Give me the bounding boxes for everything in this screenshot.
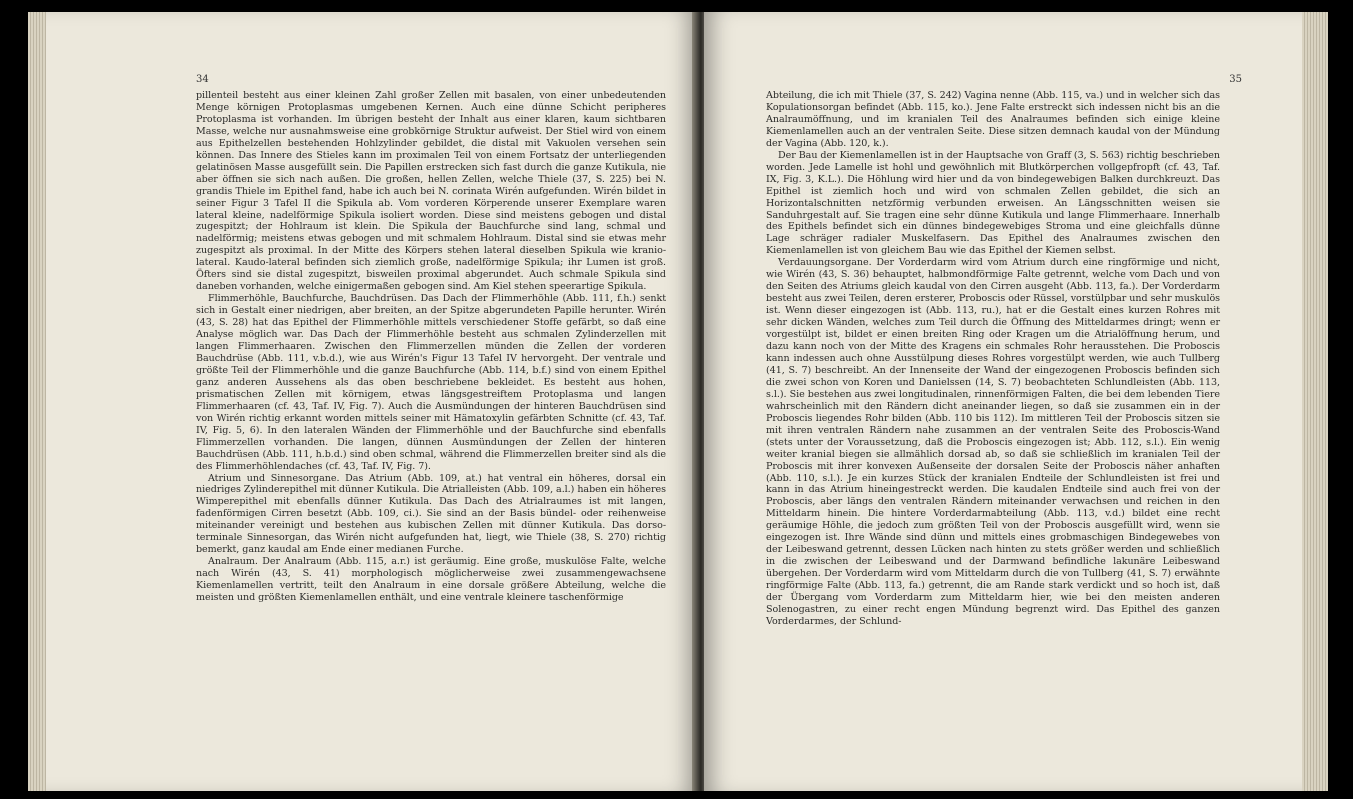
right-page-number: 35 [1229,74,1242,85]
paragraph: Atrium und Sinnesorgane. Das Atrium (Abb. 109, at.) hat ventral ein höheres, dorsal ein niedriges Zylinderepithel mit dünner Kutikula. Die Atrialleisten (Abb. 109, a.l.) haben ein höheres Wimperepithel mit ebenfalls dünner Kutikula. Das Dach des Atrialraumes ist mit langen, fadenförmigen Cirren besetzt (Abb. 109, ci.). Sie sind an der Basis bündel- oder reihenweise miteinander vereinigt und bestehen aus kubischen Zellen mit dünner Kutikula. Das dorso-terminale Sinnesorgan, das Wirén nicht aufgefunden hat, liegt, wie Thiele (38, S. 270) richtig bemerkt, ganz kaudal am Ende einer medianen Furche. [196,472,666,556]
paragraph: pillenteil besteht aus einer kleinen Zahl großer Zellen mit basalen, von einer unbedeutenden Menge körnigen Protoplasmas umgebenen Kernen. Auch eine dünne Schicht peripheres Protoplasma ist vorhanden. Im übrigen besteht der Inhalt aus einer klaren, kaum sichtbaren Masse, welche nur ausnahmsweise eine grobkörnige Struktur aufweist. Der Stiel wird von einem aus Epithelzellen bestehenden Hohlzylinder gebildet, die distal mit Vakuolen versehen sein können. Das Innere des Stieles kann im proximalen Teil von einem Fortsatz der unterliegenden gelatinösen Masse ausgefüllt sein. Die Papillen erstrecken sich fast durch die ganze Kutikula, nie aber öffnen sie sich nach außen. Die großen, hellen Zellen, welche Thiele (37, S. 225) bei N. grandis Thiele im Epithel fand, habe ich auch bei N. corinata Wirén aufgefunden. Wirén bildet in seiner Figur 3 Tafel II die Spikula ab. Vom vorderen Körperende unserer Exemplare waren lateral kleine, nadelförmige Spikula isoliert worden. Diese sind meistens gebogen und distal zugespitzt; der Hohlraum ist klein. Die Spikula der Bauchfurche sind lang, schmal und nadelförmig; meistens etwas gebogen und mit schmalem Hohlraum. Distal sind sie etwas mehr zugespitzt als proximal. In der Mitte des Körpers stehen lateral dieselben Spikula wie kranio-lateral. Kaudo-lateral befinden sich ziemlich große, nadelförmige Spikula; ihr Lumen ist groß. Öfters sind sie distal zugespitzt, bisweilen proximal abgerundet. Auch schmale Spikula sind daneben vorhanden, welche einigermaßen gebogen sind. Am Kiel stehen speerartige Spikula. [196,90,666,293]
left-page [46,12,696,791]
paragraph: Der Bau der Kiemenlamellen ist in der Hauptsache von Graff (3, S. 563) richtig beschrieben worden. Jede Lamelle ist hohl und gewöhnlich mit Blutkörperchen vollgepfropft (cf. 43, Taf. IX, Fig. 3, K.L.). Die Höhlung wird hier und da von bindegewebigen Balken durchkreuzt. Das Epithel ist ziemlich hoch und wird von schmalen Zellen gebildet, die sich an Horizontalschnitten netzförmig verbunden erweisen. An Längsschnitten weisen sie Sanduhrgestalt auf. Sie tragen eine sehr dünne Kutikula und lange Flimmerhaare. Innerhalb des Epithels befindet sich ein dünnes bindegewebiges Stroma und eine gleichfalls dünne Lage schräger radialer Muskelfasern. Das Epithel des Analraumes zwischen den Kiemenlamellen ist von gleichem Bau wie das Epithel der Kiemen selbst. [766,149,1220,257]
left-page-text [196,90,666,604]
open-book [28,12,1328,791]
paragraph: Analraum. Der Analraum (Abb. 115, a.r.) ist geräumig. Eine große, muskulöse Falte, welche nach Wirén (43, S. 41) morphologisch möglicherweise zwei zusammengewachsene Kiemenlamellen vertritt, teilt den Analraum in eine dorsale größere Abteilung, welche die meisten und größten Kiemenlamellen enthält, und eine ventrale kleinere taschenförmige [196,556,666,604]
paragraph: Flimmerhöhle, Bauchfurche, Bauchdrüsen. Das Dach der Flimmerhöhle (Abb. 111, f.h.) senkt sich in Gestalt einer niedrigen, aber breiten, an der Spitze abgerundeten Papille herunter. Wirén (43, S. 28) hat das Epithel der Flimmerhöhle mittels verschiedener Stoffe gefärbt, so daß eine Analyse möglich war. Das Dach der Flimmerhöhle besteht aus schmalen Zylinderzellen mit langen Flimmerhaaren. Zwischen den Flimmerzellen münden die Zellen der vorderen Bauchdrüse (Abb. 111, v.b.d.), wie aus Wirén's Figur 13 Tafel IV hervorgeht. Der ventrale und größte Teil der Flimmerhöhle und die ganze Bauchfurche (Abb. 114, b.f.) sind von einem Epithel ganz anderen Aussehens als das oben beschriebene bekleidet. Es besteht aus hohen, prismatischen Zellen mit körnigem, etwas längsgestreiftem Protoplasma und langen Flimmerhaaren (cf. 43, Taf. IV, Fig. 7). Auch die Ausmündungen der hinteren Bauchdrüsen sind von Wirén richtig erkannt worden mittels seiner mit Hämatoxylin gefärbten Schnitte (cf. 43, Taf. IV, Fig. 5, 6). In den lateralen Wänden der Flimmerhöhle und der Bauchfurche sind ebenfalls Flimmerzellen vorhanden. Die langen, dünnen Ausmündungen der Zellen der hinteren Bauchdrüsen (Abb. 111, h.b.d.) sind oben schmal, während die Flimmerzellen breiter sind als die des Flimmerhöhlendaches (cf. 43, Taf. IV, Fig. 7). [196,293,666,472]
right-page-edges [1302,12,1328,791]
paragraph: Abteilung, die ich mit Thiele (37, S. 242) Vagina nenne (Abb. 115, va.) und in welcher sich das Kopulationsorgan befindet (Abb. 115, ko.). Jene Falte erstreckt sich indessen nicht bis an die Analraumöffnung, und im kranialen Teil des Analraumes befinden sich einige kleine Kiemenlamellen auch an der ventralen Seite. Diese sitzen demnach kaudal von der Mündung der Vagina (Abb. 120, k.). [766,90,1220,149]
right-page-text [766,90,1220,628]
right-page [704,12,1316,791]
left-page-number: 34 [196,74,209,85]
paragraph: Verdauungsorgane. Der Vorderdarm wird vom Atrium durch eine ringförmige und nicht, wie Wirén (43, S. 36) behauptet, halbmondförmige Falte getrennt, welche vom Dach und von den Seiten des Atriums gleich kaudal von den Cirren ausgeht (Abb. 113, fa.). Der Vorderdarm besteht aus zwei Teilen, deren ersterer, Proboscis oder Rüssel, vorstülpbar und sehr muskulös ist. Wenn dieser eingezogen ist (Abb. 113, ru.), hat er die Gestalt eines kurzen Rohres mit sehr dicken Wänden, welches zum Teil durch die Öffnung des Mitteldarmes dringt; wenn er vorgestülpt ist, bildet er einen breiten Ring oder Kragen um die Atrialöffnung herum, und dazu kann noch von der Mitte des Kragens ein schmales Rohr herausstehen. Die Proboscis kann indessen auch ohne Ausstülpung dieses Rohres vorgestülpt werden, wie auch Tullberg (41, S. 7) beschreibt. An der Innenseite der Wand der eingezogenen Proboscis befinden sich die zwei schon von Koren und Danielssen (14, S. 7) beobachteten Schlundleisten (Abb. 113, s.l.). Sie bestehen aus zwei longitudinalen, rinnenförmigen Falten, die bei dem lebenden Tiere wahrscheinlich mit den Rändern dicht aneinander liegen, so daß sie zusammen ein in der Proboscis liegendes Rohr bilden (Abb. 110 bis 112). Im mittleren Teil der Proboscis sitzen sie mit ihren ventralen Rändern nahe zusammen an der ventralen Seite des Proboscis-Wand (stets unter der Voraussetzung, daß die Proboscis eingezogen ist; Abb. 112, s.l.). Ein wenig weiter kranial biegen sie allmählich dorsad ab, so daß sie schließlich im kranialen Teil der Proboscis mit ihrer konvexen Außenseite der dorsalen Seite der Proboscis näher anhaften (Abb. 110, s.l.). Je ein kurzes Stück der kranialen Endteile der Schlundleisten ist frei und kann in das Atrium hineingestreckt werden. Die kaudalen Endteile sind auch frei von der Proboscis, aber längs den ventralen Rändern miteinander verwachsen und reichen in den Mitteldarm hinein. Die hintere Vorderdarmabteilung (Abb. 113, v.d.) bildet eine recht geräumige Höhle, die jedoch zum größten Teil von der Proboscis ausgefüllt wird, wenn sie eingezogen ist. Ihre Wände sind dünn und mittels eines grobmaschigen Bindegewebes von der Leibeswand getrennt, dessen Lücken nach hinten zu stets größer werden und schließlich in die zwischen der Leibeswand und der Darmwand befindliche lakunäre Leibeswand übergehen. Der Vorderdarm wird vom Mitteldarm durch die von Tullberg (41, S. 7) erwähnte ringförmige Falte (Abb. 113, fa.) getrennt, die am Rande stark verdickt und so hoch ist, daß der Übergang vom Vorderdarm zum Mitteldarm hier, wie bei den meisten anderen Solenogastren, zu einer recht engen Mündung begrenzt wird. Das Epithel des ganzen Vorderdarmes, der Schlund- [766,257,1220,627]
